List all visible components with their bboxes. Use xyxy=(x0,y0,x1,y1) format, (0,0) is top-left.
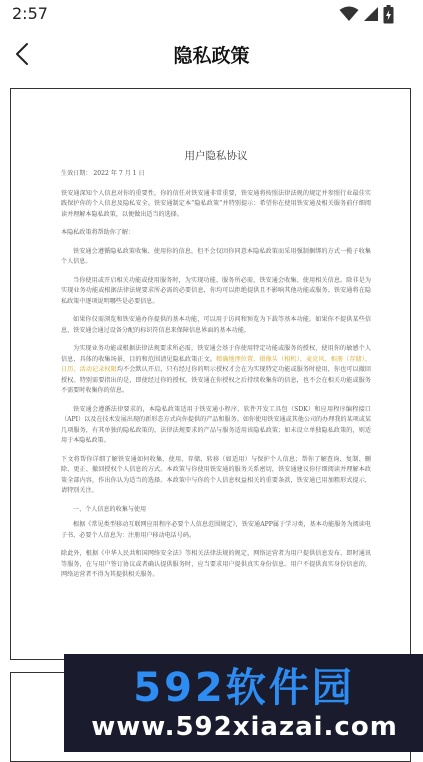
effective-date: 生效日期： 2022 年 7 月 1 日 xyxy=(61,170,145,177)
doc-paragraph: 根据《常见类型移动互联网应用程序必要个人信息范围规定》，铁安通APP属于学习类，基本功能服务为阅读电子书，必要个人信息为：注册用户移动电话号码。 xyxy=(61,521,371,539)
doc-paragraph: 下文将帮你详细了解铁安通如何收集、使用、存储、转移（如适用）与保护个人信息；帮你了解查询、复制、删除、更正、撤回授权个人信息的方式。本政策与你使用铁安通的服务关系密切，铁安通建议你仔细阅读并理解本政策全部内容，作出你认为适当的选择。本政策中与你的个人信息权益相关的重要条款，铁安通已用加粗形式提示，请特别关注。 xyxy=(61,455,371,494)
doc-paragraph: 铁安通深知个人信息对你的重要性，你的信任对铁安通非常重要，铁安通将按照法律法规的规定并参照行业最佳实践保护你的个人信息及隐私安全。铁安通制定本“隐私政策”并特别提示：希望你在使用铁安通及相关服务前仔细阅读并理解本隐私政策，以便做出适当的选择。 xyxy=(61,189,371,218)
doc-paragraph: 铁安通会遵循法律要求的，本隐私政策适用于铁安通小程序、软件开发工具包（SDK）和应用程序编程接口（API）以及在技术发展出现的新形态方式向你提供的产品和服务。如你使用铁安通或其他公司的办理我的某项或某几项服务，有其单独的隐私政策的，法律法规要求的产品与服务适用该隐私政策；如未设立单独隐私政策的，则适用于本隐私政策。 xyxy=(61,405,371,444)
document-page[interactable] xyxy=(10,88,411,660)
watermark-banner xyxy=(64,654,423,752)
document-title: 用户隐私协议 xyxy=(184,150,248,162)
signal-icon xyxy=(362,6,379,22)
doc-text: 为实现业务功能或根据法律法规要求所必需，铁安通会基于你使用特定功能或服务的授权，使用你的敏感个人信息，具体的收集场景，目的和范围请见隐私政策正文。 xyxy=(61,345,371,363)
status-time: 2:57 xyxy=(12,4,48,23)
back-arrow-icon[interactable] xyxy=(10,40,36,68)
doc-text: 均不会默认开启，只有经过你的明示授权才会在为实现特定功能或服务时使用，你也可以撤回授权。特别需要指出的是，即使经过你的授权，铁安通在你授权之后持续收集你的信息，也不会在相关功能或服务不需要时收集你的信息。 xyxy=(61,366,371,394)
wifi-icon xyxy=(339,6,359,22)
doc-paragraph-permissions xyxy=(61,344,371,397)
doc-paragraph: 如果你仅需浏览和铁安通办你提供的基本功能，可以用于访问和预览为下载等基本功能。如果你不提供某些信息，铁安通会通过设备分配的标识符信息来保障信息界面的基本功能。 xyxy=(61,316,371,334)
watermark-url: www.592xiazai.com xyxy=(91,712,398,742)
doc-paragraph: 铁安通会遵循隐私政策收集、使用你的信息，但不会仅因你同意本隐私政策而采用强制捆绑的方式一揽子收集个人信息。 xyxy=(61,247,371,265)
doc-paragraph: 本隐私政策将帮助你了解： xyxy=(61,229,135,236)
document-content xyxy=(61,149,371,649)
permissions-highlight: 精确地理位置、摄像头（相机）、麦克风、相册（存储）、日历、活动记录权限 xyxy=(61,355,371,373)
doc-paragraph: 当你使用或开启相关功能或使用服务时，为实现功能、服务所必需，铁安通会收集、使用相关信息。除非是为实现业务功能或根据法律法规要求所必需的必要信息，你均可以拒绝提供且不影响其他功能或服务。铁安通将在隐私政策中逐项说明哪些是必要信息。 xyxy=(61,276,371,305)
section-heading: 一、个人信息的收集与使用 xyxy=(73,505,147,513)
doc-paragraph: 除此外，根据《中华人民共和国网络安全法》等相关法律法规的规定，网络运营者为用户提供信息发布、即时通讯等服务，在与用户签订协议或者确认提供服务时，应当要求用户提供真实身份信息。用户不提供真实身份信息的，网络运营者不得为其提供相关服务。 xyxy=(61,550,371,578)
watermark-logo: 592软件园 xyxy=(133,665,355,711)
status-bar xyxy=(0,0,423,30)
navigation-bar xyxy=(0,32,423,76)
battery-icon xyxy=(383,5,394,24)
page-title: 隐私政策 xyxy=(173,45,250,67)
